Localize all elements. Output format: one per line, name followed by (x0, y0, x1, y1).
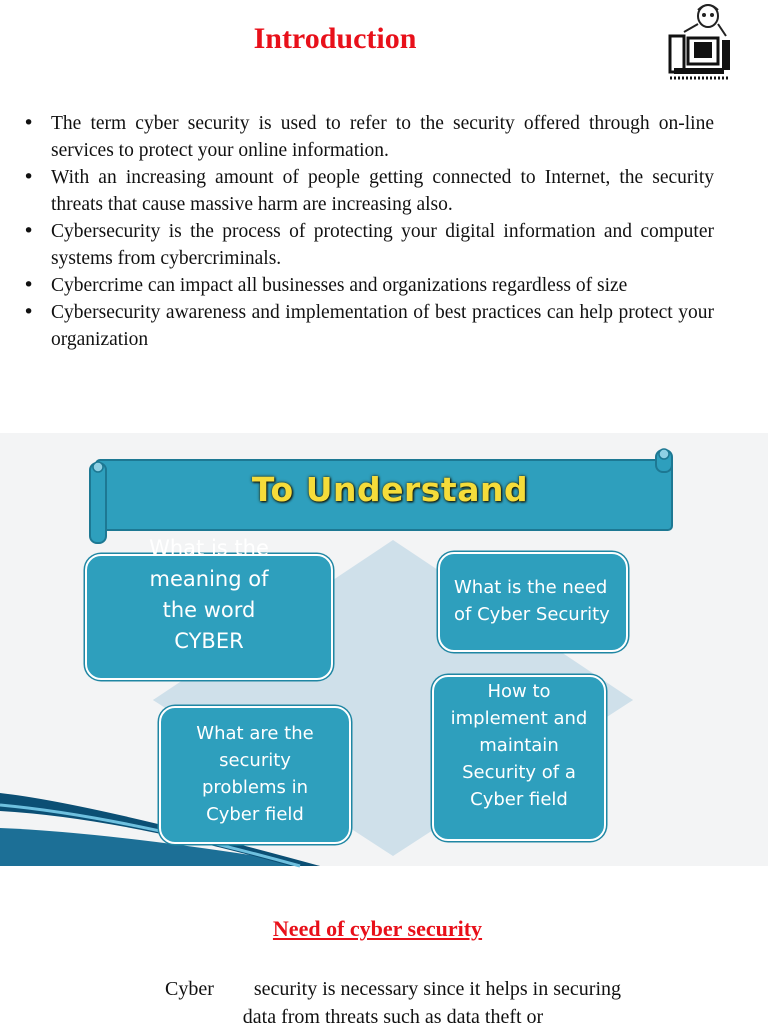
to-understand-banner-title: To Understand (251, 470, 529, 509)
computer-logo-icon (664, 2, 736, 84)
box-label: What is the meaning of the word CYBER (149, 536, 269, 653)
intro-bullet-list (22, 110, 714, 353)
box-implement-and-maintain (432, 675, 606, 841)
bullet-item: • With an increasing amount of people getting connected to Internet, the security threats that cause massive harm are increasing also. (22, 164, 714, 218)
bullet-item: • Cybercrime can impact all businesses and organizations regardless of size (22, 272, 714, 299)
bullet-item: • Cybersecurity is the process of protecting your digital information and computer systems from cybercriminals. (22, 218, 714, 272)
box-security-problems (159, 706, 351, 844)
box-label: What is the need of Cyber Security (454, 577, 610, 625)
box-label: How to implement and maintain Security of a Cyber field (450, 681, 588, 810)
box-need-of-cyber-security (438, 552, 628, 652)
page-title: Introduction (253, 22, 417, 55)
box-label: What are the security problems in Cyber field (196, 723, 314, 825)
bullet-item: • Cybersecurity awareness and implementation of best practices can help protect your organization (22, 299, 714, 353)
need-paragraph: Cyber security is necessary since it helps in securing data from threats such as data theft or (165, 978, 626, 1028)
need-of-cyber-security-heading: Need of cyber security (272, 916, 483, 941)
box-meaning-of-cyber (85, 536, 333, 680)
bullet-item: • The term cyber security is used to refer to the security offered through on-line services to protect your online information. (22, 110, 714, 164)
